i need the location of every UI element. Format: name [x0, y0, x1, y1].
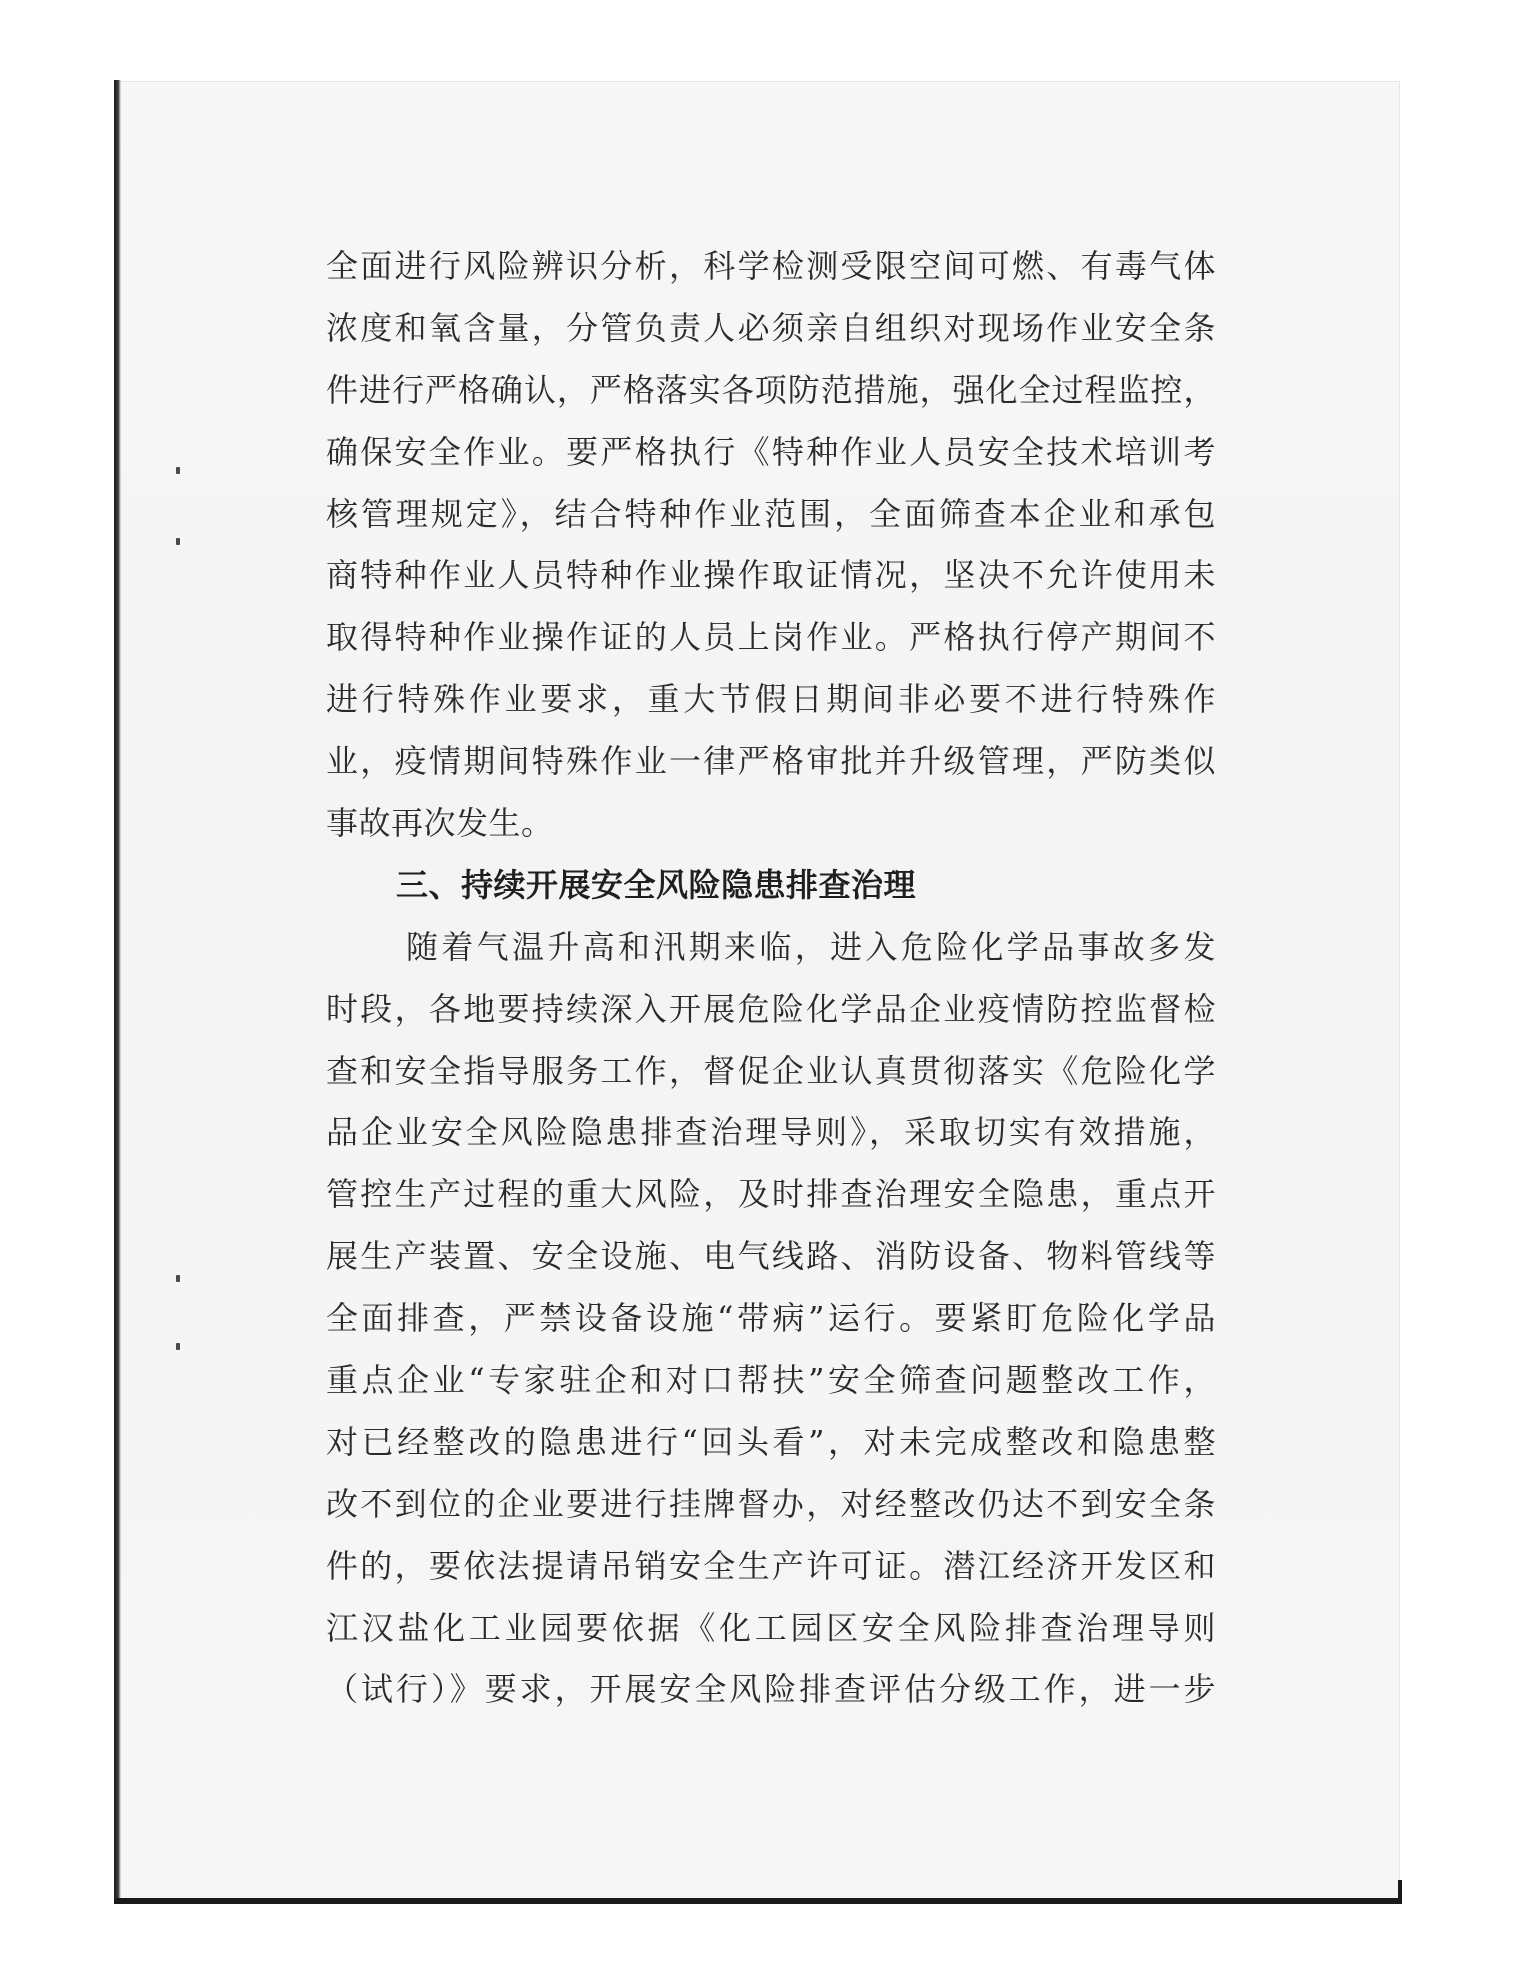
paragraph-line: 业，疫情期间特殊作业一律严格审批并升级管理，严防类似: [326, 742, 1216, 781]
binding-hole-mark: [176, 1275, 180, 1282]
scan-right-edge: [1398, 1880, 1402, 1904]
paragraph-line: 对已经整改的隐患进行“回头看”，对未完成整改和隐患整: [326, 1422, 1216, 1461]
document-body: [326, 236, 1216, 1721]
paragraph-line: 全面排查，严禁设备设施“带病”运行。要紧盯危险化学品: [326, 1299, 1216, 1338]
paragraph-line: 江汉盐化工业园要依据《化工园区安全风险排查治理导则: [326, 1608, 1216, 1647]
paragraph-line: 时段，各地要持续深入开展危险化学品企业疫情防控监督检: [326, 989, 1216, 1028]
binding-hole-mark: [176, 467, 180, 474]
paragraph-line: 展生产装置、安全设施、电气线路、消防设备、物料管线等: [326, 1237, 1216, 1276]
paragraph-line: 随着气温升高和汛期来临，进入危险化学品事故多发: [406, 927, 1216, 966]
paragraph-line: 品企业安全风险隐患排查治理导则》，采取切实有效措施，: [326, 1113, 1216, 1152]
paragraph-line: 进行特殊作业要求，重大节假日期间非必要不进行特殊作: [326, 680, 1216, 719]
paragraph-line: 改不到位的企业要进行挂牌督办，对经整改仍达不到安全条: [326, 1484, 1216, 1523]
paragraph-line: 查和安全指导服务工作，督促企业认真贯彻落实《危险化学: [326, 1051, 1216, 1090]
paragraph-line: 事故再次发生。: [326, 804, 554, 843]
binding-hole-mark: [176, 538, 180, 545]
paragraph-line: 取得特种作业操作证的人员上岗作业。严格执行停产期间不: [326, 618, 1216, 657]
paragraph-line: 重点企业“专家驻企和对口帮扶”安全筛查问题整改工作，: [326, 1361, 1216, 1400]
paragraph-line: 浓度和氧含量，分管负责人必须亲自组织对现场作业安全条: [326, 308, 1216, 347]
binding-hole-mark: [176, 1343, 180, 1350]
paragraph-line: （试行）》要求，开展安全风险排查评估分级工作，进一步: [326, 1670, 1216, 1709]
paragraph-line: 全面进行风险辨识分析，科学检测受限空间可燃、有毒气体: [326, 247, 1216, 285]
paragraph-line: 商特种作业人员特种作业操作取证情况，坚决不允许使用未: [326, 556, 1216, 595]
paragraph-line: 核管理规定》，结合特种作业范围，全面筛查本企业和承包: [326, 494, 1216, 533]
scan-bottom-edge: [114, 1898, 1402, 1904]
paragraph-line: 件的，要依法提请吊销安全生产许可证。潜江经济开发区和: [326, 1546, 1216, 1585]
paragraph-line: 件进行严格确认，严格落实各项防范措施，强化全过程监控，: [326, 370, 1216, 409]
scan-left-edge: [114, 80, 121, 1902]
paragraph-line: 确保安全作业。要严格执行《特种作业人员安全技术培训考: [326, 432, 1216, 471]
section-heading: 三、持续开展安全风险隐患排查治理: [396, 865, 917, 904]
paragraph-line: 管控生产过程的重大风险，及时排查治理安全隐患，重点开: [326, 1175, 1216, 1214]
